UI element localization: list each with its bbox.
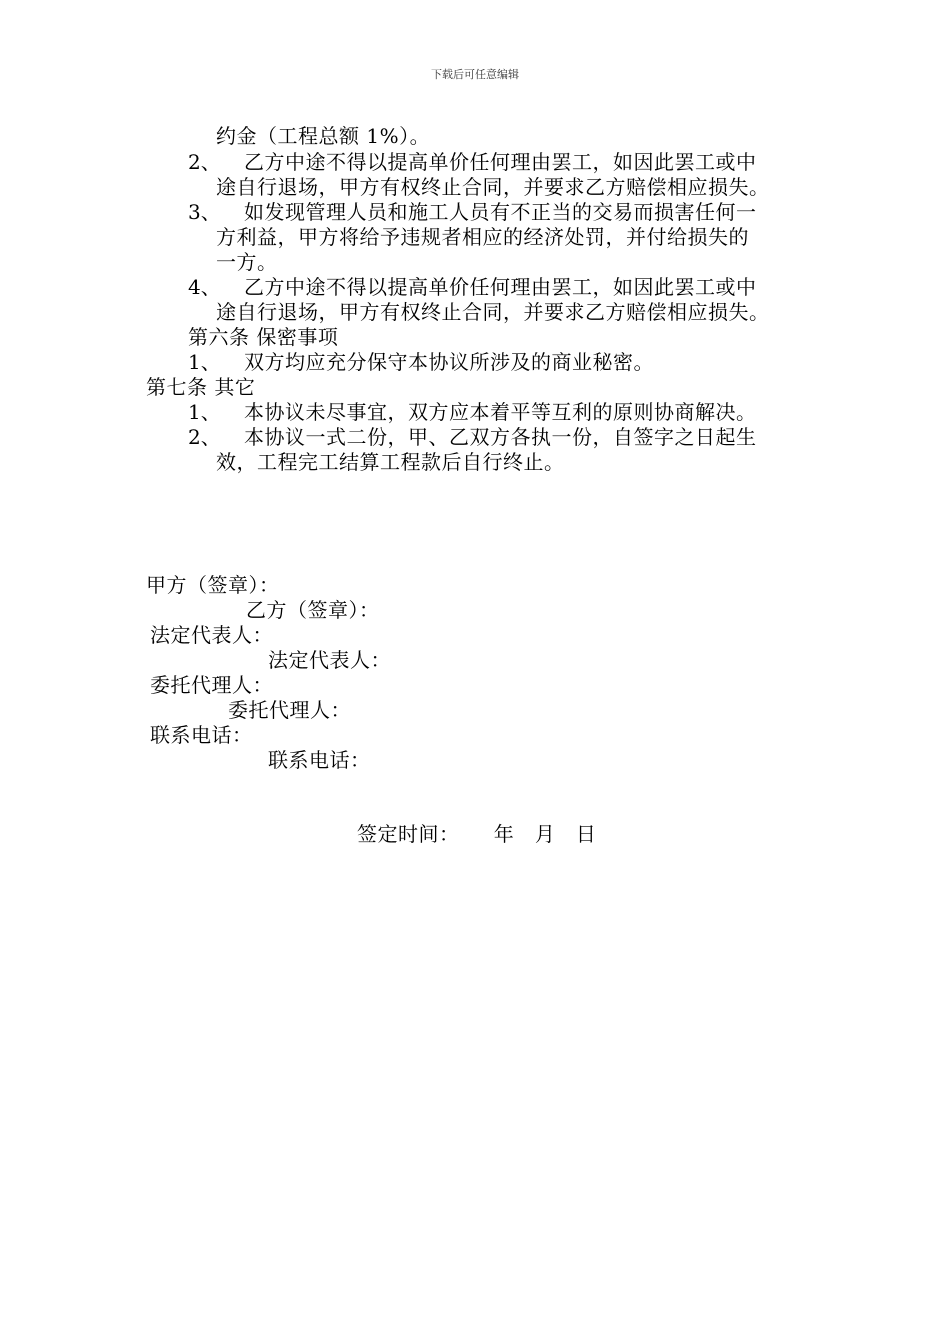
- party-a-phone-label: 联系电话：: [150, 723, 253, 747]
- item-text-line: 本协议一式二份，甲、乙双方各执一份，自签字之日起生: [244, 425, 757, 449]
- item-number: 2、: [188, 425, 221, 449]
- article-6-title: 第六条 保密事项: [188, 325, 339, 349]
- item-text-line: 方利益，甲方将给予违规者相应的经济处罚，并付给损失的: [216, 225, 749, 249]
- item-text-line: 乙方中途不得以提高单价任何理由罢工，如因此罢工或中: [244, 150, 757, 174]
- item-number: 3、: [188, 200, 221, 224]
- party-b-agent-label: 委托代理人：: [228, 698, 351, 722]
- party-a-agent-label: 委托代理人：: [150, 673, 273, 697]
- item-text-line: 途自行退场，甲方有权终止合同，并要求乙方赔偿相应损失。: [216, 175, 770, 199]
- party-b-phone-label: 联系电话：: [268, 748, 371, 772]
- item-text-line: 途自行退场，甲方有权终止合同，并要求乙方赔偿相应损失。: [216, 300, 770, 324]
- party-b-seal-label: 乙方（签章）：: [246, 598, 380, 622]
- continued-line: 约金（工程总额 1%）。: [216, 124, 431, 148]
- article-7-title: 第七条 其它: [146, 375, 256, 399]
- item-text-line: 效，工程完工结算工程款后自行终止。: [216, 450, 565, 474]
- item-number: 1、: [188, 400, 221, 424]
- item-number: 1、: [188, 350, 221, 374]
- party-a-rep-label: 法定代表人：: [150, 623, 273, 647]
- item-text-line: 乙方中途不得以提高单价任何理由罢工，如因此罢工或中: [244, 275, 757, 299]
- page-header: 下载后可任意编辑: [431, 68, 519, 81]
- signing-date-line: 签定时间： 年 月 日: [357, 822, 597, 846]
- party-a-seal-label: 甲方（签章）：: [146, 573, 280, 597]
- party-b-rep-label: 法定代表人：: [268, 648, 391, 672]
- item-number: 2、: [188, 150, 221, 174]
- item-text-line: 如发现管理人员和施工人员有不正当的交易而损害任何一: [244, 200, 757, 224]
- item-number: 4、: [188, 275, 221, 299]
- item-text-line: 本协议未尽事宜，双方应本着平等互利的原则协商解决。: [244, 400, 757, 424]
- item-text-line: 一方。: [216, 250, 278, 274]
- item-text-line: 双方均应充分保守本协议所涉及的商业秘密。: [244, 350, 654, 374]
